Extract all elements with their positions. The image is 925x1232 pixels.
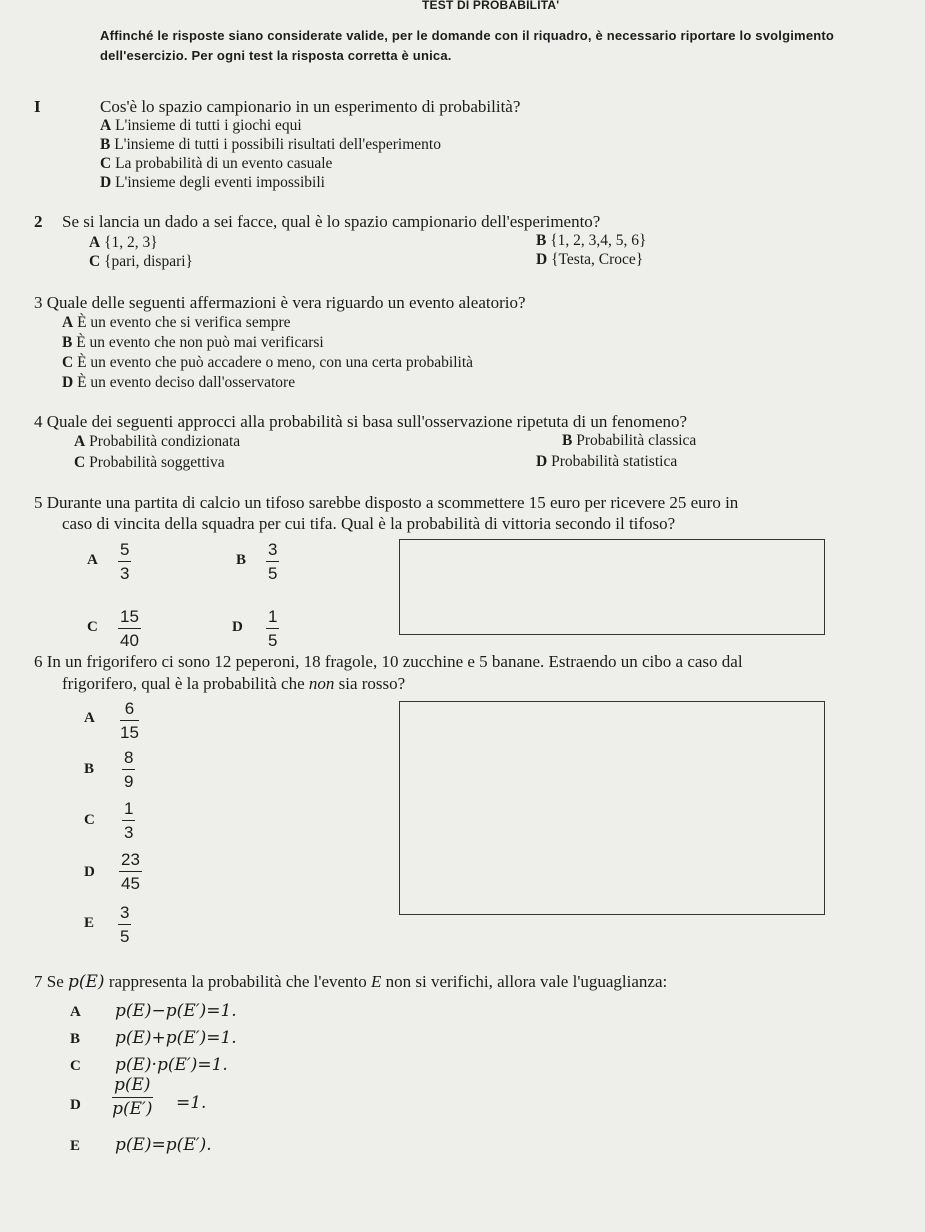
fraction-numerator: 5 [120,540,130,559]
option-label: A [100,117,112,134]
option-text: Probabilità classica [576,432,697,449]
fraction-numerator: 3 [120,903,130,922]
fraction [122,749,135,790]
text-run: sia rosso? [334,674,406,693]
question-1-number: I [34,97,41,116]
fraction-denominator: p(E′) [112,1099,153,1119]
fraction-numerator: 1 [268,607,278,626]
option-label: D [62,374,74,391]
option-text: È un evento che non può mai verificarsi [76,334,324,351]
option-text: Probabilità statistica [551,453,678,470]
fraction-denominator: 5 [268,631,278,650]
question-7-text [34,972,667,992]
fraction [112,1077,153,1118]
q3-option-d[interactable] [62,374,295,392]
q4-option-b[interactable] [562,432,696,450]
emphasis: non [308,674,335,693]
fraction-denominator: 40 [120,631,139,650]
option-text: È un evento che si verifica sempre [77,314,291,331]
fraction-denominator: 15 [120,723,139,742]
option-label: A [87,552,98,568]
fraction-numerator: 23 [121,850,140,869]
option-label: C [89,253,101,270]
option-text: È un evento deciso dall'osservatore [77,374,296,391]
option-label: A [84,710,95,726]
fraction [119,851,142,892]
option-label: C [70,1058,81,1074]
fraction-numerator: 15 [120,607,139,626]
option-label: E [84,915,95,931]
fraction-numerator: 1 [124,799,134,818]
option-label: B [84,761,95,777]
instructions-line-1: Affinché le risposte siano considerate valide, per le domande con il riquadro, è necessario riportare lo svolgimento [100,28,835,43]
fraction-numerator: p(E) [114,1075,151,1095]
q4-option-a[interactable] [74,433,240,451]
q3-option-c[interactable] [62,354,473,372]
question-4-text: 4 Quale dei seguenti approcci alla probabilità si basa sull'osservazione ripetuta di un fenomeno? [34,412,688,431]
option-text: {pari, dispari} [104,253,193,270]
question-2-text: Se si lancia un dado a sei facce, qual è lo spazio campionario dell'esperimento? [62,212,601,231]
answer-box-q5[interactable] [399,539,825,635]
answer-box-q6[interactable] [399,701,825,915]
q1-option-b[interactable] [100,136,441,154]
option-text: {Testa, Croce} [551,251,644,268]
question-1-text: Cos'è lo spazio campionario in un esperimento di probabilità? [100,97,521,116]
text-run: frigorifero, qual è la probabilità che [62,674,309,693]
q2-option-c[interactable] [89,253,193,271]
option-label: B [236,552,247,568]
option-label: B [536,232,547,249]
option-text: {1, 2, 3} [104,234,158,251]
fraction [118,904,131,945]
fraction-numerator: 8 [124,748,134,767]
question-5-line-1: 5 Durante una partita di calcio un tifoso sarebbe disposto a scommettere 15 euro per ricevere 25 euro in [34,493,739,512]
fraction-denominator: 9 [124,772,134,791]
fraction-denominator: 3 [120,564,130,583]
option-label: B [62,334,73,351]
question-6-line-1: 6 In un frigorifero ci sono 12 peperoni, 18 fragole, 10 zucchine e 5 banane. Estraendo un cibo a caso dal [34,652,743,671]
instructions-line-2: dell'esercizio. Per ogni test la risposta corretta è unica. [100,48,452,63]
text-run: rappresenta la probabilità che l'evento [104,972,372,991]
fraction [118,541,131,582]
fraction-denominator: 5 [268,564,278,583]
option-label: D [232,619,243,635]
option-label: C [62,354,74,371]
option-label: B [70,1031,81,1047]
q4-option-d[interactable] [536,453,677,471]
option-label: D [536,251,548,268]
text-run: 7 Se [34,972,68,991]
fraction [266,608,279,649]
option-label: D [84,864,95,880]
option-text: L'insieme degli eventi impossibili [115,174,325,191]
q2-option-d[interactable] [536,251,643,269]
fraction-numerator: 3 [268,540,278,559]
option-label: A [70,1004,81,1020]
emphasis: E [371,972,382,991]
question-6-line-2 [62,674,405,694]
option-label: C [87,619,98,635]
option-label: D [536,453,548,470]
option-label: A [89,234,101,251]
option-label: C [84,812,95,828]
page-title: TEST DI PROBABILITA' [422,0,560,12]
option-formula: p(E)·p(E′)=1. [115,1055,228,1075]
option-label: A [74,433,86,450]
q1-option-c[interactable] [100,155,332,173]
option-label: B [100,136,111,153]
math-symbol: p(E) [68,972,105,992]
option-label: A [62,314,74,331]
question-3-text: 3 Quale delle seguenti affermazioni è vera riguardo un evento aleatorio? [34,293,526,312]
option-label: D [100,174,112,191]
option-text: È un evento che può accadere o meno, con una certa probabilità [77,354,474,371]
fraction [122,800,135,841]
option-label: C [74,454,86,471]
question-2-number: 2 [34,212,43,231]
text-run: non si verifichi, allora vale l'uguaglianza: [381,972,668,991]
q1-option-a[interactable] [100,117,302,135]
q1-option-d[interactable] [100,174,325,192]
option-formula: p(E)=p(E′). [115,1135,212,1155]
option-label: C [100,155,112,172]
option-label: E [70,1138,81,1154]
fraction-denominator: 45 [121,874,140,893]
fraction [120,700,139,741]
fraction-denominator: 5 [120,927,130,946]
fraction [118,608,141,649]
option-formula-tail: =1. [176,1093,207,1113]
option-text: L'insieme di tutti i giochi equi [115,117,302,134]
option-label: B [562,432,573,449]
option-text: La probabilità di un evento casuale [115,155,333,172]
q3-option-b[interactable] [62,334,324,352]
question-5-line-2: caso di vincita della squadra per cui tifa. Qual è la probabilità di vittoria secondo il tifoso? [62,514,676,533]
q2-option-a[interactable] [89,234,158,252]
option-label: D [70,1097,81,1113]
fraction [266,541,279,582]
option-text: Probabilità condizionata [89,433,241,450]
q4-option-c[interactable] [74,454,225,472]
fraction-numerator: 6 [124,699,135,718]
option-formula: p(E)−p(E′)=1. [115,1001,237,1021]
q2-option-b[interactable] [536,232,646,250]
option-text: Probabilità soggettiva [89,454,225,471]
option-text: {1, 2, 3,4, 5, 6} [550,232,647,249]
option-text: L'insieme di tutti i possibili risultati dell'esperimento [114,136,441,153]
fraction-denominator: 3 [124,823,134,842]
q3-option-a[interactable] [62,314,291,332]
option-formula: p(E)+p(E′)=1. [115,1028,237,1048]
